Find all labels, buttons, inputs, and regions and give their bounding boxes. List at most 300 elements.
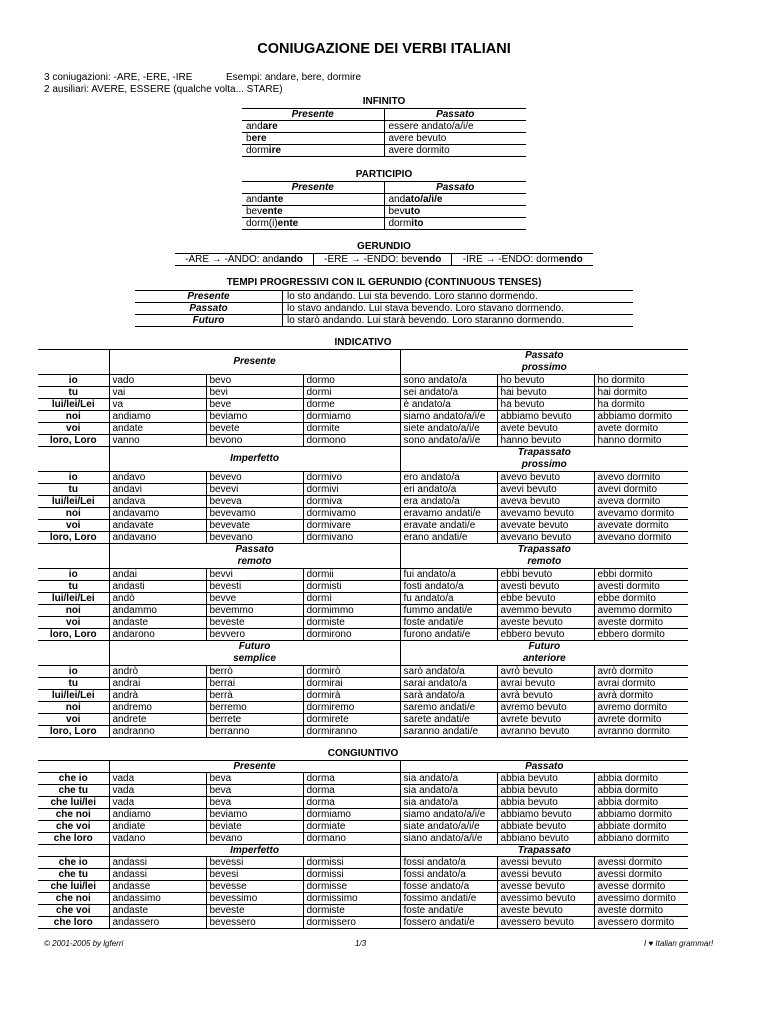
person-label: io xyxy=(38,375,109,387)
table-cell: andò xyxy=(109,593,206,605)
table-cell: beva xyxy=(206,773,303,785)
table-cell: beva xyxy=(206,785,303,797)
stem: bev xyxy=(246,206,263,217)
table-cell: bevemmo xyxy=(206,605,303,617)
person-label: lui/lei/Lei xyxy=(38,593,109,605)
table-cell: avevano dormito xyxy=(594,532,688,544)
table-cell: dormiranno xyxy=(303,726,400,738)
header-spacer xyxy=(38,761,109,773)
table-cell: sia andato/a xyxy=(400,785,497,797)
table-row xyxy=(38,581,688,593)
table-cell: saranno andati/e xyxy=(400,726,497,738)
table-cell: avevano bevuto xyxy=(497,532,594,544)
table-cell: berremo xyxy=(206,702,303,714)
person-label: lui/lei/Lei xyxy=(38,399,109,411)
table-cell: andranno xyxy=(109,726,206,738)
tense-left-header xyxy=(109,350,400,375)
ending: are xyxy=(262,121,278,132)
tense-left-header xyxy=(109,641,400,666)
participio-row xyxy=(242,206,526,218)
person-label: voi xyxy=(38,423,109,435)
table-cell: abbiamo bevuto xyxy=(497,809,594,821)
tense-left-label: Futuro xyxy=(238,641,271,652)
table-cell: abbia bevuto xyxy=(497,797,594,809)
table-cell: furono andati/e xyxy=(400,629,497,641)
intro-examples: Esempi: andare, bere, dormire xyxy=(226,72,362,83)
table-cell: avranno dormito xyxy=(594,726,688,738)
table-cell: dormiate xyxy=(303,821,400,833)
table-row xyxy=(38,435,688,447)
table-cell: dormirai xyxy=(303,678,400,690)
table-cell: abbia bevuto xyxy=(497,785,594,797)
table-cell: andai xyxy=(109,569,206,581)
table-row xyxy=(38,423,688,435)
tense-right-label: Trapassato xyxy=(517,447,571,458)
person-label: loro, Loro xyxy=(38,629,109,641)
tense-left-header: Presente xyxy=(109,761,400,773)
table-cell: abbia bevuto xyxy=(497,773,594,785)
tense-right-label: Futuro xyxy=(528,641,561,652)
table-cell: hai dormito xyxy=(594,387,688,399)
table-cell: bevessero xyxy=(206,917,303,929)
table-cell: dormono xyxy=(303,435,400,447)
tense-left-header xyxy=(109,544,400,569)
infinito-header-passato: Passato xyxy=(384,109,526,121)
table-cell: avrai bevuto xyxy=(497,678,594,690)
table-cell: beveste xyxy=(206,617,303,629)
table-cell: sarai andato/a xyxy=(400,678,497,690)
table-cell: avessi dormito xyxy=(594,857,688,869)
table-cell: andassi xyxy=(109,869,206,881)
header-spacer xyxy=(38,544,109,569)
table-cell: berranno xyxy=(206,726,303,738)
table-cell: bevete xyxy=(206,423,303,435)
tense-right-header: Trapassato xyxy=(400,845,688,857)
page-title: CONIUGAZIONE DEI VERBI ITALIANI xyxy=(257,41,511,57)
tense-right-header xyxy=(400,350,688,375)
table-cell: siete andato/a/i/e xyxy=(400,423,497,435)
person-label: loro, Loro xyxy=(38,726,109,738)
table-row xyxy=(38,821,688,833)
table-cell: abbiate bevuto xyxy=(497,821,594,833)
table-cell: andavate xyxy=(109,520,206,532)
participio-cell xyxy=(384,206,526,218)
table-cell: andassi xyxy=(109,857,206,869)
table-cell: sarà andato/a xyxy=(400,690,497,702)
table-cell: beveste xyxy=(206,905,303,917)
table-cell: dorma xyxy=(303,773,400,785)
table-cell: foste andati/e xyxy=(400,617,497,629)
table-cell: berrà xyxy=(206,690,303,702)
table-cell: sarete andati/e xyxy=(400,714,497,726)
table-cell: avesti bevuto xyxy=(497,581,594,593)
tense-label: Passato xyxy=(135,303,283,315)
infinito-cell xyxy=(242,121,384,133)
table-cell: era andato/a xyxy=(400,496,497,508)
table-cell: avremo bevuto xyxy=(497,702,594,714)
ending: ente xyxy=(277,218,299,229)
table-cell: abbiamo dormito xyxy=(594,809,688,821)
table-cell: ebbe dormito xyxy=(594,593,688,605)
table-cell: bevessimo xyxy=(206,893,303,905)
table-cell: dorma xyxy=(303,797,400,809)
table-cell: berrò xyxy=(206,666,303,678)
table-cell: andrai xyxy=(109,678,206,690)
participio-row xyxy=(242,218,526,230)
table-cell: dorme xyxy=(303,399,400,411)
table-cell: avessimo dormito xyxy=(594,893,688,905)
table-cell: ero andato/a xyxy=(400,472,497,484)
table-row xyxy=(38,532,688,544)
table-cell: bevevate xyxy=(206,520,303,532)
table-row xyxy=(38,496,688,508)
table-cell: bevesti xyxy=(206,581,303,593)
table-cell: avevate dormito xyxy=(594,520,688,532)
table-cell: fossi andato/a xyxy=(400,857,497,869)
table-cell: avessimo bevuto xyxy=(497,893,594,905)
table-cell: avessero bevuto xyxy=(497,917,594,929)
table-cell: andrò xyxy=(109,666,206,678)
tense-header-row xyxy=(38,641,688,666)
tense-label: Presente xyxy=(135,291,283,303)
table-cell: fossi andato/a xyxy=(400,869,497,881)
table-cell: abbiano dormito xyxy=(594,833,688,845)
tense-header-row xyxy=(38,350,688,375)
tense-right-label: anteriore xyxy=(522,653,566,664)
table-cell: andrete xyxy=(109,714,206,726)
table-cell: hanno dormito xyxy=(594,435,688,447)
table-cell: andarono xyxy=(109,629,206,641)
congiuntivo-title: CONGIUNTIVO xyxy=(327,748,399,759)
table-cell: vadano xyxy=(109,833,206,845)
table-row xyxy=(38,484,688,496)
table-row xyxy=(38,726,688,738)
tense-right-label: prossimo xyxy=(521,362,567,373)
gerundio-ire xyxy=(452,254,593,266)
table-cell: dormiremo xyxy=(303,702,400,714)
stem: dorm xyxy=(388,218,412,229)
infinito-cell xyxy=(242,133,384,145)
table-cell: beveva xyxy=(206,496,303,508)
table-cell: andasse xyxy=(109,881,206,893)
table-row xyxy=(38,666,688,678)
person-label: voi xyxy=(38,520,109,532)
person-label: lui/lei/Lei xyxy=(38,496,109,508)
table-cell: abbia dormito xyxy=(594,785,688,797)
tagline-pre: I xyxy=(644,939,649,948)
table-row xyxy=(38,375,688,387)
table-row xyxy=(38,773,688,785)
table-row xyxy=(38,881,688,893)
table-cell: dormivi xyxy=(303,484,400,496)
table-cell: avesti dormito xyxy=(594,581,688,593)
table-cell: eri andato/a xyxy=(400,484,497,496)
table-cell: andaste xyxy=(109,617,206,629)
table-cell: vada xyxy=(109,785,206,797)
table-row xyxy=(38,797,688,809)
table-row xyxy=(38,785,688,797)
table-cell: hai bevuto xyxy=(497,387,594,399)
table-row xyxy=(38,702,688,714)
person-label: noi xyxy=(38,702,109,714)
table-cell: dormo xyxy=(303,375,400,387)
table-row xyxy=(38,569,688,581)
table-cell: ha bevuto xyxy=(497,399,594,411)
table-cell: è andato/a xyxy=(400,399,497,411)
gerundio-ere xyxy=(314,254,452,266)
table-cell: ha dormito xyxy=(594,399,688,411)
table-cell: dormissi xyxy=(303,857,400,869)
table-cell: fui andato/a xyxy=(400,569,497,581)
tense-example: lo starò andando. Lui starà bevendo. Loro staranno dormendo. xyxy=(283,315,634,327)
tense-right-header xyxy=(400,447,688,472)
header-spacer xyxy=(38,350,109,375)
tense-right-header xyxy=(400,544,688,569)
table-row xyxy=(38,605,688,617)
stem: and xyxy=(246,194,263,205)
infinito-row xyxy=(242,133,526,145)
table-row xyxy=(38,869,688,881)
infinito-cell: avere bevuto xyxy=(384,133,526,145)
person-label: che io xyxy=(38,773,109,785)
ending: ere xyxy=(251,133,267,144)
table-cell: siamo andato/a/i/e xyxy=(400,411,497,423)
tense-header-row xyxy=(38,845,688,857)
table-cell: sia andato/a xyxy=(400,797,497,809)
infinito-row xyxy=(242,145,526,157)
table-cell: avevi bevuto xyxy=(497,484,594,496)
person-label: tu xyxy=(38,581,109,593)
table-cell: abbiamo bevuto xyxy=(497,411,594,423)
table-cell: bevevamo xyxy=(206,508,303,520)
participio-cell xyxy=(242,206,384,218)
person-label: noi xyxy=(38,508,109,520)
table-cell: berrete xyxy=(206,714,303,726)
table-row xyxy=(38,411,688,423)
person-label: io xyxy=(38,569,109,581)
table-cell: aveste bevuto xyxy=(497,617,594,629)
table-row xyxy=(38,387,688,399)
tagline-post: Italian grammar! xyxy=(653,939,714,948)
person-label: che loro xyxy=(38,833,109,845)
table-cell: avessi bevuto xyxy=(497,869,594,881)
table-cell: andrà xyxy=(109,690,206,702)
tense-right-label: Trapassato xyxy=(517,544,571,555)
footer-tagline xyxy=(644,939,713,948)
footer-page-number: 1/3 xyxy=(355,939,367,948)
table-cell: andiamo xyxy=(109,411,206,423)
person-label: io xyxy=(38,472,109,484)
table-cell: avevate bevuto xyxy=(497,520,594,532)
infinito-cell: essere andato/a/i/e xyxy=(384,121,526,133)
person-label: che voi xyxy=(38,821,109,833)
table-cell: andava xyxy=(109,496,206,508)
table-row xyxy=(38,857,688,869)
participio-header-passato: Passato xyxy=(384,182,526,194)
table-cell: andassero xyxy=(109,917,206,929)
table-cell: dormirete xyxy=(303,714,400,726)
table-cell: bevevo xyxy=(206,472,303,484)
table-cell: fosti andato/a xyxy=(400,581,497,593)
progressivi-table xyxy=(135,290,633,327)
table-cell: avrete dormito xyxy=(594,714,688,726)
table-cell: siate andato/a/i/e xyxy=(400,821,497,833)
congiuntivo-table xyxy=(38,760,688,929)
rule: -ERE → -ENDO: bev xyxy=(324,254,418,265)
table-cell: fossimo andati/e xyxy=(400,893,497,905)
table-cell: andasti xyxy=(109,581,206,593)
participio-table xyxy=(242,181,526,230)
table-row xyxy=(38,629,688,641)
table-cell: vada xyxy=(109,797,206,809)
header-spacer xyxy=(38,641,109,666)
table-row xyxy=(38,905,688,917)
table-row xyxy=(38,508,688,520)
table-cell: abbiate dormito xyxy=(594,821,688,833)
table-cell: ebbe bevuto xyxy=(497,593,594,605)
ending: ito xyxy=(411,218,424,229)
participio-title: PARTICIPIO xyxy=(355,169,413,180)
table-cell: avete dormito xyxy=(594,423,688,435)
table-cell: ho bevuto xyxy=(497,375,594,387)
person-label: noi xyxy=(38,411,109,423)
person-label: che noi xyxy=(38,893,109,905)
table-cell: avevi dormito xyxy=(594,484,688,496)
table-cell: avesse bevuto xyxy=(497,881,594,893)
rule: -ARE → -ANDO: and xyxy=(185,254,280,265)
tense-left-label: Imperfetto xyxy=(230,453,279,464)
table-cell: avrò bevuto xyxy=(497,666,594,678)
table-cell: vai xyxy=(109,387,206,399)
table-cell: dormisse xyxy=(303,881,400,893)
progressivi-title: TEMPI PROGRESSIVI CON IL GERUNDIO (CONTINUOUS TENSES) xyxy=(226,277,542,288)
table-cell: avesse dormito xyxy=(594,881,688,893)
person-label: loro, Loro xyxy=(38,532,109,544)
table-cell: avrò dormito xyxy=(594,666,688,678)
table-cell: fosse andato/a xyxy=(400,881,497,893)
table-cell: ebbero dormito xyxy=(594,629,688,641)
gerundio-table xyxy=(175,253,593,266)
table-cell: beva xyxy=(206,797,303,809)
table-cell: bevano xyxy=(206,833,303,845)
table-row xyxy=(38,472,688,484)
table-cell: fu andato/a xyxy=(400,593,497,605)
tense-left-label: Presente xyxy=(233,356,276,367)
tense-left-label: Passato xyxy=(235,544,274,555)
table-cell: eravamo andati/e xyxy=(400,508,497,520)
ending: ante xyxy=(262,194,284,205)
table-cell: aveva dormito xyxy=(594,496,688,508)
tense-left-header: Imperfetto xyxy=(109,845,400,857)
stem: and xyxy=(246,121,263,132)
table-cell: dormivare xyxy=(303,520,400,532)
progressivi-row xyxy=(135,315,633,327)
table-cell: dormi xyxy=(303,387,400,399)
table-cell: avevamo dormito xyxy=(594,508,688,520)
table-row xyxy=(38,617,688,629)
table-cell: dormivano xyxy=(303,532,400,544)
tense-example: lo stavo andando. Lui stava bevendo. Loro stavano dormendo. xyxy=(283,303,634,315)
table-cell: avrà dormito xyxy=(594,690,688,702)
table-cell: vada xyxy=(109,773,206,785)
table-cell: dormiste xyxy=(303,905,400,917)
person-label: lui/lei/Lei xyxy=(38,690,109,702)
table-cell: dormiste xyxy=(303,617,400,629)
gerundio-are xyxy=(175,254,314,266)
table-cell: bevessi xyxy=(206,857,303,869)
table-cell: ebbero bevuto xyxy=(497,629,594,641)
infinito-row xyxy=(242,121,526,133)
table-cell: sei andato/a xyxy=(400,387,497,399)
person-label: voi xyxy=(38,617,109,629)
infinito-cell: avere dormito xyxy=(384,145,526,157)
table-cell: avemmo dormito xyxy=(594,605,688,617)
stem: and xyxy=(388,194,406,205)
person-label: che tu xyxy=(38,785,109,797)
intro-line-2: 2 ausiliari: AVERE, ESSERE (qualche volta... STARE) xyxy=(44,84,283,95)
table-cell: avessero dormito xyxy=(594,917,688,929)
infinito-title: INFINITO xyxy=(362,96,406,107)
table-cell: avrete bevuto xyxy=(497,714,594,726)
tense-header-row xyxy=(38,544,688,569)
table-cell: andavo xyxy=(109,472,206,484)
tense-right-header xyxy=(400,641,688,666)
gerundio-title: GERUNDIO xyxy=(357,241,411,252)
table-cell: dormissero xyxy=(303,917,400,929)
table-cell: andammo xyxy=(109,605,206,617)
table-cell: eravate andati/e xyxy=(400,520,497,532)
table-cell: bevi xyxy=(206,387,303,399)
person-label: che tu xyxy=(38,869,109,881)
tense-header-row xyxy=(38,761,688,773)
table-cell: avrà bevuto xyxy=(497,690,594,702)
table-cell: beve xyxy=(206,399,303,411)
table-cell: ho dormito xyxy=(594,375,688,387)
table-cell: dormisti xyxy=(303,581,400,593)
table-cell: bevesi xyxy=(206,869,303,881)
person-label: che noi xyxy=(38,809,109,821)
ending: ato/a/i/e xyxy=(405,194,443,205)
person-label: che lui/lei xyxy=(38,881,109,893)
table-cell: aveste bevuto xyxy=(497,905,594,917)
table-cell: bevesse xyxy=(206,881,303,893)
intro xyxy=(44,72,362,96)
person-label: noi xyxy=(38,605,109,617)
ending: endo xyxy=(417,254,442,265)
person-label: che voi xyxy=(38,905,109,917)
table-cell: andiate xyxy=(109,821,206,833)
table-row xyxy=(38,520,688,532)
infinito-table xyxy=(242,108,526,157)
ending: endo xyxy=(558,254,583,265)
table-cell: avessi dormito xyxy=(594,869,688,881)
stem: dorm xyxy=(246,145,269,156)
stem: bev xyxy=(388,206,405,217)
table-cell: avevo bevuto xyxy=(497,472,594,484)
table-cell: avremo dormito xyxy=(594,702,688,714)
table-cell: dormivamo xyxy=(303,508,400,520)
person-label: loro, Loro xyxy=(38,435,109,447)
table-cell: andavano xyxy=(109,532,206,544)
participio-header-presente: Presente xyxy=(242,182,384,194)
table-cell: dormiamo xyxy=(303,411,400,423)
table-cell: ebbi dormito xyxy=(594,569,688,581)
tense-right-header: Passato xyxy=(400,761,688,773)
table-cell: dormivo xyxy=(303,472,400,484)
heart-icon: ♥ xyxy=(648,939,654,948)
ending: ire xyxy=(268,145,282,156)
person-label: che loro xyxy=(38,917,109,929)
